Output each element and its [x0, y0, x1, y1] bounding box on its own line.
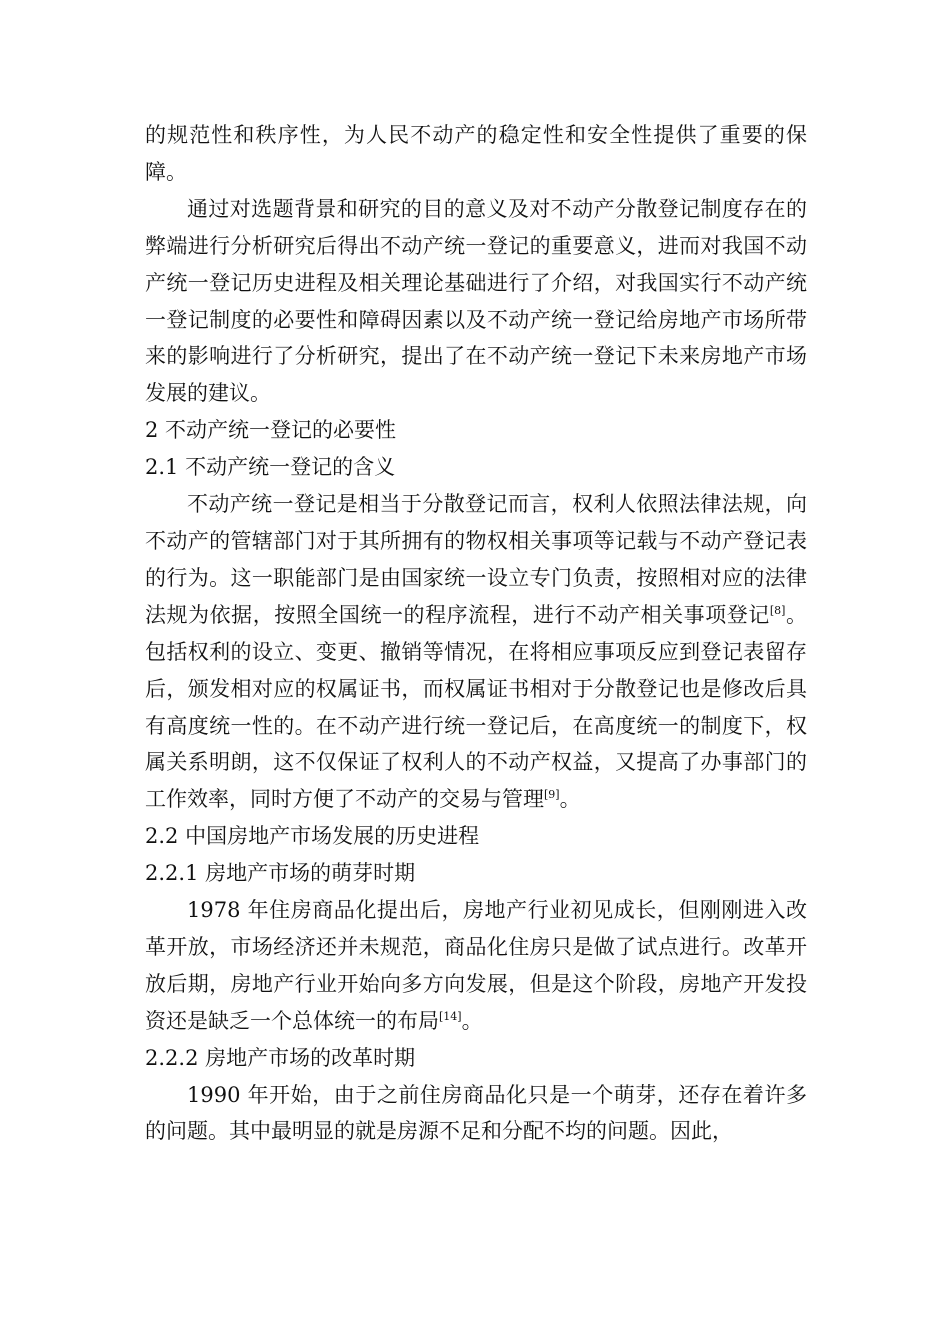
paragraph-definition-text-1: 不动产统一登记是相当于分散登记而言，权利人依照法律法规，向不动产的管辖部门对于其所拥有的物权相关事项等记载与不动产登记表的行为。这一职能部门是由国家统一设立专门负责，按照相对应的法律法规为依据，按照全国统一的程序流程，进行不动产相关事项登记 [145, 492, 807, 627]
section-heading-2-2-2: 2.2.2 房地产市场的改革时期 [145, 1045, 416, 1070]
citation-8: [8] [769, 603, 786, 617]
paragraph-continued: 的规范性和秩序性，为人民不动产的稳定性和安全性提供了重要的保障。 [145, 123, 807, 184]
citation-14: [14] [439, 1009, 462, 1023]
section-heading-2: 2 不动产统一登记的必要性 [145, 418, 397, 443]
paragraph-reform-period: 1990 年开始，由于之前住房商品化只是一个萌芽，还存在着许多的问题。其中最明显的就是房源不足和分配不均的问题。因此， [145, 1082, 807, 1144]
citation-9: [9] [544, 788, 560, 802]
section-heading-2-2: 2.2 中国房地产市场发展的历史进程 [145, 824, 480, 849]
paragraph-definition-text-2: 。包括权利的设立、变更、撤销等情况，在将相应事项反应到登记表留存后，颁发相对应的权属证书，而权属证书相对于分散登记也是修改后具有高度统一性的。在不动产进行统一登记后，在高度统一的制度下，权属关系明朗，这不仅保证了权利人的不动产权益，又提高了办事部门的工作效率，同时方便了不动产的交易与管理 [145, 602, 807, 812]
paragraph-sprouting-text-2: 。 [461, 1008, 483, 1033]
section-heading-2-1: 2.1 不动产统一登记的含义 [145, 455, 396, 480]
paragraph-definition-text-3: 。 [559, 787, 581, 812]
section-heading-2-2-1: 2.2.1 房地产市场的萌芽时期 [145, 861, 416, 886]
paragraph-research-summary: 通过对选题背景和研究的目的意义及对不动产分散登记制度存在的弊端进行分析研究后得出不动产统一登记的重要意义，进而对我国不动产统一登记历史进程及相关理论基础进行了介绍，对我国实行不动产统一登记制度的必要性和障碍因素以及不动产统一登记给房地产市场所带来的影响进行了分析研究，提出了在不动产统一登记下未来房地产市场发展的建议。 [145, 196, 807, 406]
paragraph-definition [145, 486, 807, 818]
paragraph-sprouting-period [145, 892, 807, 1040]
document-body [145, 117, 807, 1150]
paragraph-sprouting-text-1: 1978 年住房商品化提出后，房地产行业初见成长，但刚刚进入改革开放，市场经济还并未规范，商品化住房只是做了试点进行。改革开放后期，房地产行业开始向多方向发展，但是这个阶段，房地产开发投资还是缺乏一个总体统一的布局 [145, 898, 807, 1033]
